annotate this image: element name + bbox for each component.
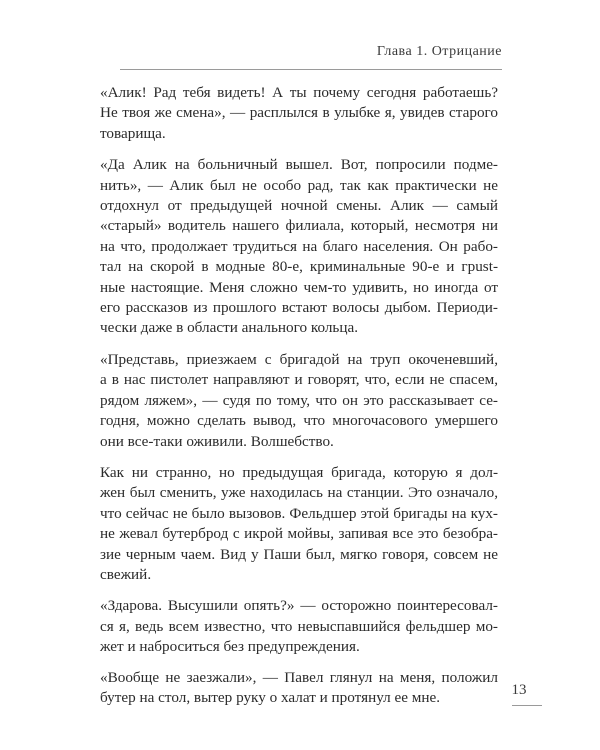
text-line: ся я, ведь всем известно, что невыспавшийся фельдшер мо- bbox=[100, 617, 498, 635]
text-line: нить», — Алик был не особо рад, так как практически не bbox=[100, 176, 498, 194]
text-line: на что, продолжает трудиться на благо населения. Он рабо- bbox=[100, 237, 498, 255]
text-line: ные настоящие. Меня сложно чем-то удивить, но иногда от bbox=[100, 278, 498, 296]
text-line: тал на скорой в модные 80-е, криминальные 90-е и грust- bbox=[100, 258, 498, 276]
text-line: Как ни странно, но предыдущая бригада, которую я дол- bbox=[100, 463, 498, 481]
text-line: «Здарова. Высушили опять?» — осторожно поинтересовал- bbox=[100, 597, 498, 615]
text-line: свежий. bbox=[100, 565, 152, 583]
text-line: жен был сменить, уже находилась на станции. Это означало, bbox=[100, 484, 498, 502]
text-line: товарища. bbox=[100, 124, 166, 142]
text-line: а в нас пистолет направляют и говорят, что, если не спасем, bbox=[100, 371, 498, 389]
text-line: жет и наброситься без предупреждения. bbox=[100, 638, 360, 656]
text-line: «Вообще не заезжали», — Павел глянул на меня, положил bbox=[100, 668, 498, 686]
body-text bbox=[100, 83, 498, 719]
paragraph bbox=[100, 463, 498, 585]
text-line: бутер на стол, вытер руку о халат и протянул ее мне. bbox=[100, 688, 441, 706]
text-line: его рассказов из прошлого встают волосы дыбом. Периоди- bbox=[100, 299, 498, 317]
text-line: рядом ляжем», — судя по тому, что он это рассказывает се- bbox=[100, 391, 498, 409]
paragraph bbox=[100, 596, 498, 657]
text-line: они все-таки оживили. Волшебство. bbox=[100, 432, 334, 450]
text-line: «старый» водитель нашего филиала, который, несмотря ни bbox=[100, 217, 498, 235]
text-line: что сейчас не было вызовов. Фельдшер этой бригады на кух- bbox=[100, 504, 498, 522]
paragraph bbox=[100, 350, 498, 452]
text-line: «Да Алик на больничный вышел. Вот, попросили подме- bbox=[100, 156, 498, 174]
text-line: Не твоя же смена», — расплылся в улыбке я, увидев старого bbox=[100, 104, 498, 122]
text-line: зие черным чаем. Вид у Паши был, мягко говоря, совсем не bbox=[100, 545, 498, 563]
text-line: чески даже в области анального кольца. bbox=[100, 319, 359, 337]
paragraph bbox=[100, 668, 498, 709]
text-line: «Представь, приезжаем с бригадой на труп окоченевший, bbox=[100, 350, 498, 368]
page-number: 13 bbox=[511, 682, 527, 698]
header-rule bbox=[120, 69, 502, 70]
running-head: Глава 1. Отрицание bbox=[376, 44, 502, 59]
text-line: отдохнул от предыдущей ночной смены. Алик — самый bbox=[100, 197, 498, 215]
text-line: не жевал бутерброд с икрой мойвы, запивая все это безобра- bbox=[100, 525, 498, 543]
paragraph bbox=[100, 83, 498, 144]
text-line: годня, можно сделать вывод, что многочасового умершего bbox=[100, 412, 498, 430]
paragraph bbox=[100, 155, 498, 339]
footer-rule bbox=[512, 705, 542, 706]
text-line: «Алик! Рад тебя видеть! А ты почему сегодня работаешь? bbox=[100, 84, 498, 101]
